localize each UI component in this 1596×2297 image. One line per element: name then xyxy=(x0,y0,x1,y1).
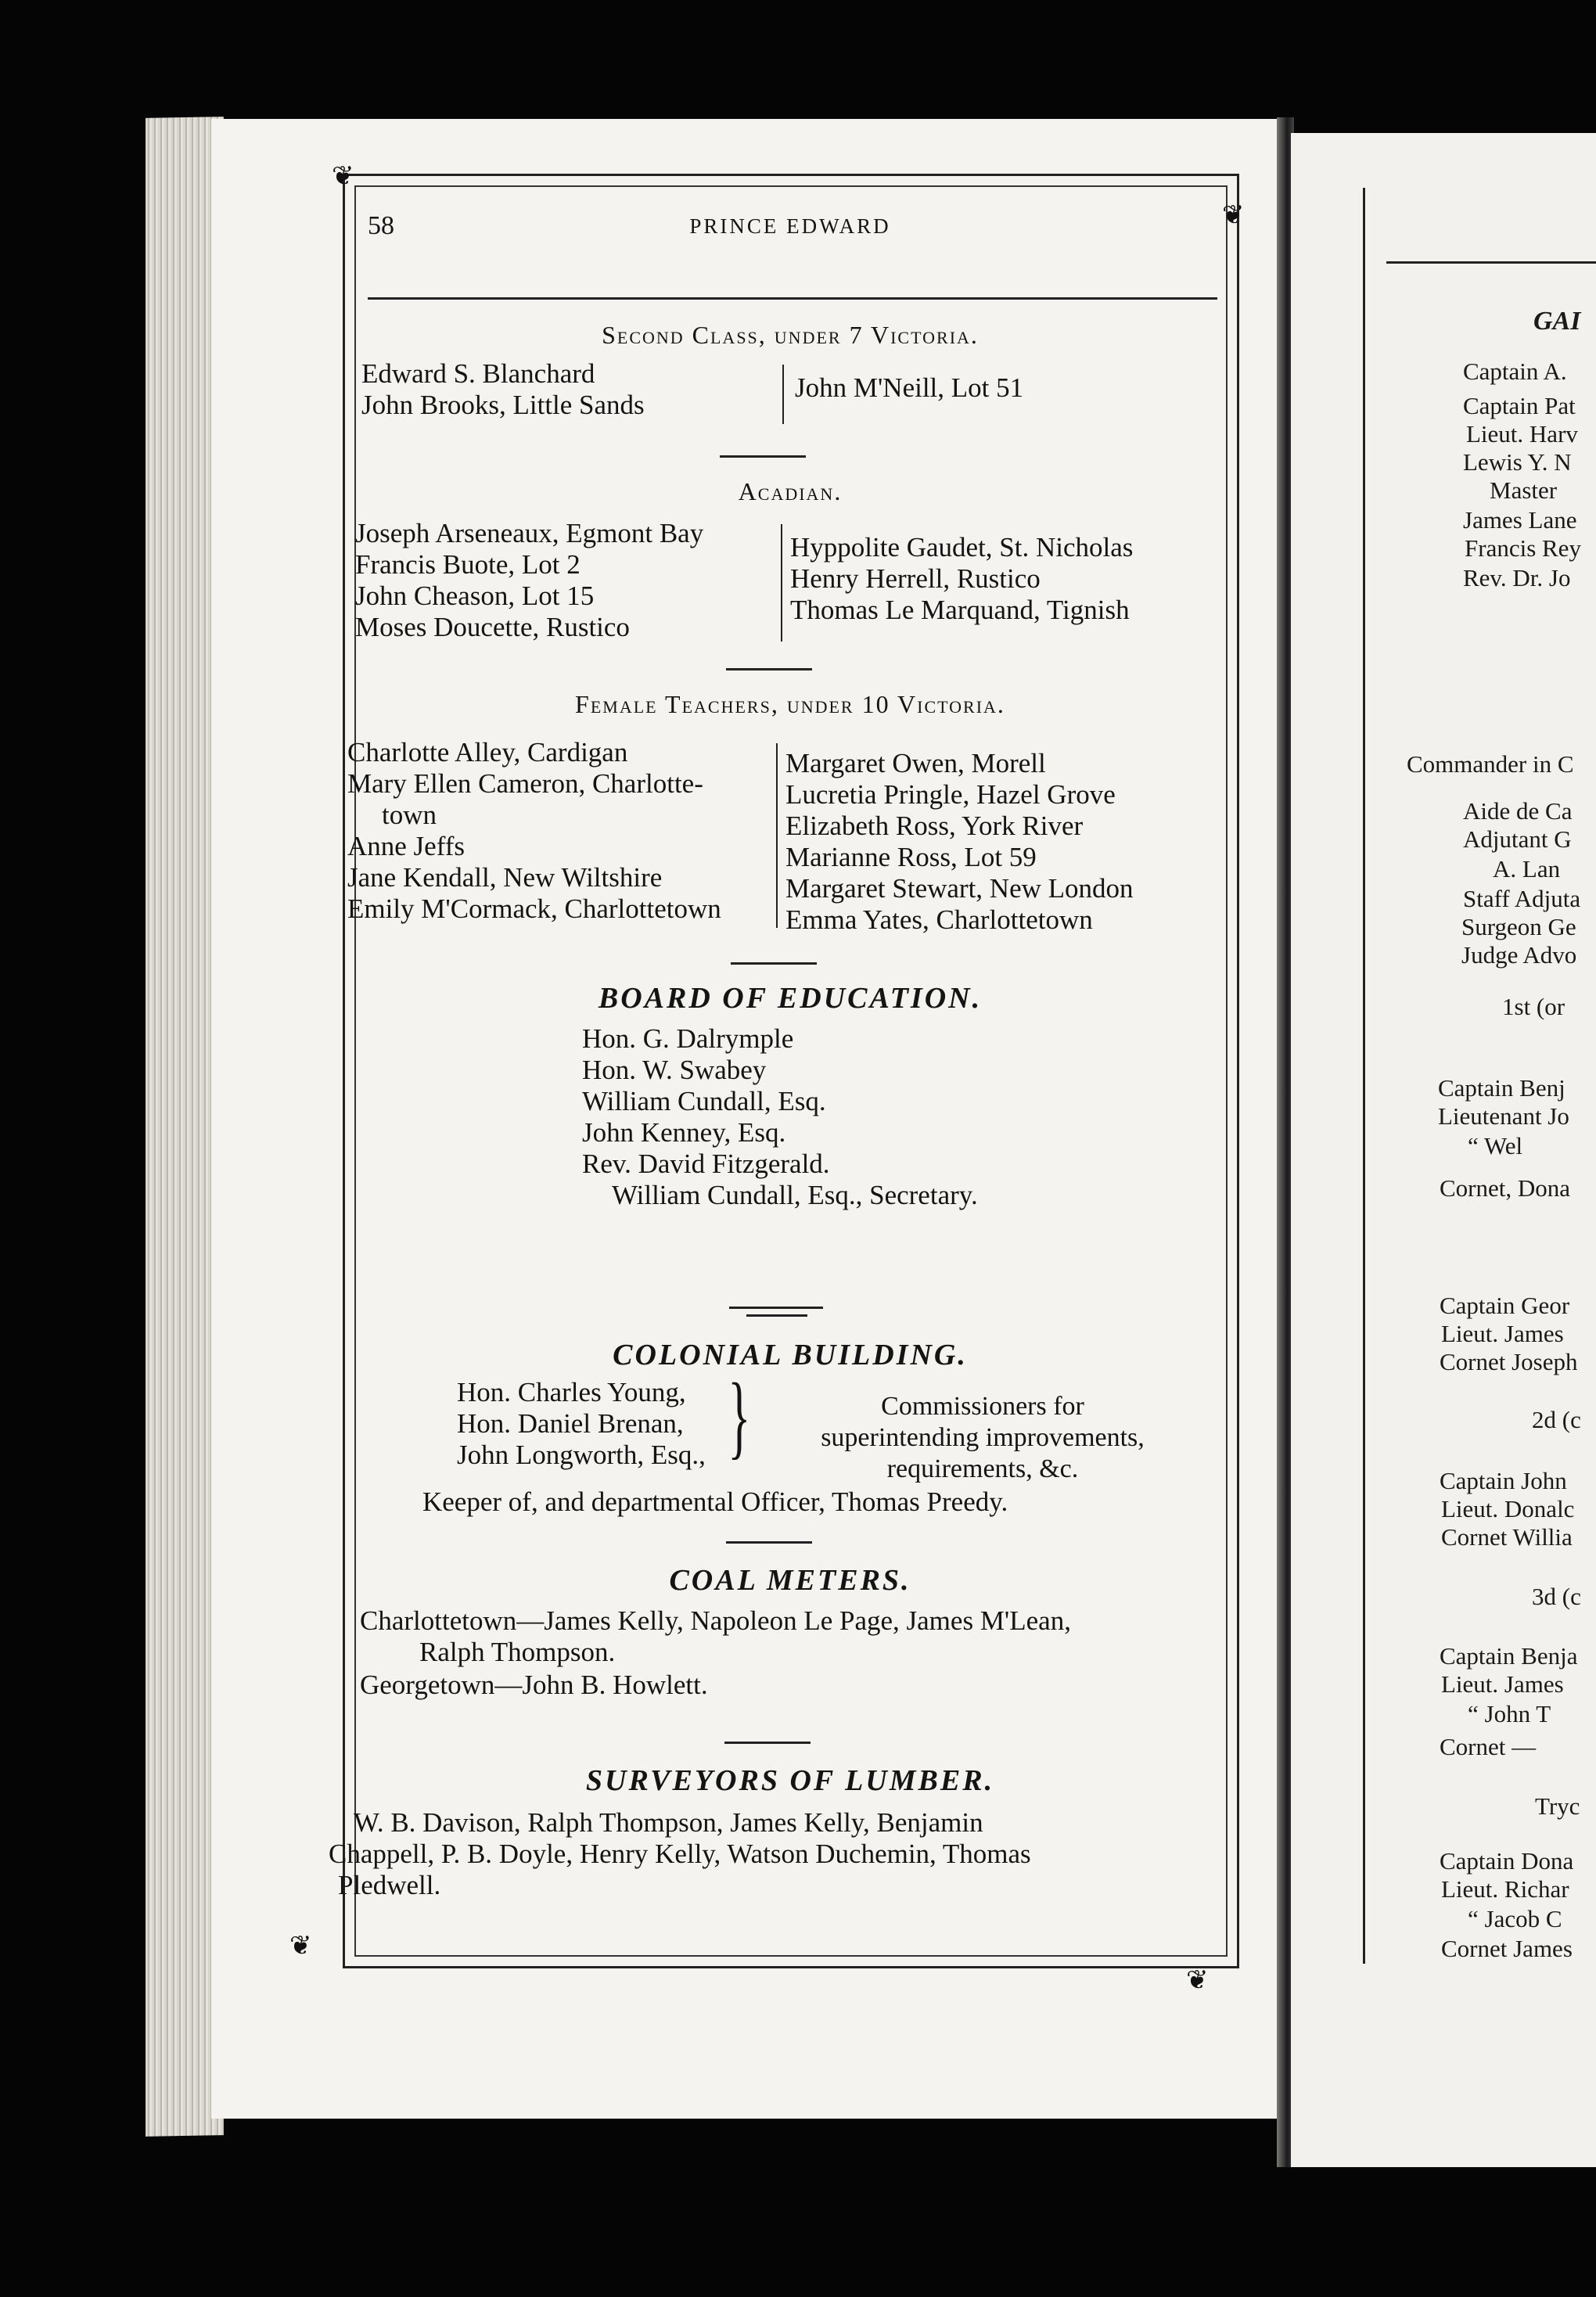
list-item: Lucretia Pringle, Hazel Grove xyxy=(785,779,1116,810)
facing-page-line: Master xyxy=(1490,476,1558,504)
list-item: Hon. Daniel Brenan, xyxy=(457,1408,684,1439)
female-teachers-right-column xyxy=(785,748,1134,936)
list-item: Margaret Owen, Morell xyxy=(785,748,1046,778)
facing-page-line: Lieut. Donalc xyxy=(1441,1495,1575,1522)
list-item: Moses Doucette, Rustico xyxy=(355,612,630,642)
facing-page-line: James Lane xyxy=(1463,506,1577,534)
section-title-board-of-education: BOARD OF EDUCATION. xyxy=(598,982,983,1015)
list-item: Margaret Stewart, New London xyxy=(785,873,1134,904)
facing-page-line: Lieutenant Jo xyxy=(1438,1102,1569,1130)
coal-meters-line: Georgetown—John B. Howlett. xyxy=(360,1670,708,1700)
page-number: 58 xyxy=(368,211,394,240)
facing-page-line: Surgeon Ge xyxy=(1461,913,1576,940)
list-item: John Longworth, Esq., xyxy=(457,1440,706,1470)
section-divider xyxy=(720,455,806,458)
brace-icon: } xyxy=(728,1364,751,1468)
facing-page-line: Cornet Joseph xyxy=(1440,1348,1578,1375)
facing-page-line: 2d (c xyxy=(1532,1406,1581,1433)
list-item: Hon. Charles Young, xyxy=(457,1377,686,1407)
header-rule xyxy=(368,297,1217,300)
colonial-building-members xyxy=(457,1377,706,1471)
facing-page-line: “ Jacob C xyxy=(1468,1905,1562,1932)
list-item: Emily M'Cormack, Charlottetown xyxy=(347,893,721,924)
surveyors-line: Chappell, P. B. Doyle, Henry Kelly, Watson Duchemin, Thomas xyxy=(329,1839,1031,1869)
facing-page-line: Francis Rey xyxy=(1465,534,1581,562)
list-item: Hyppolite Gaudet, St. Nicholas xyxy=(790,532,1134,563)
facing-page-border xyxy=(1363,188,1365,1964)
facing-page-line: A. Lan xyxy=(1493,855,1561,882)
facing-page-line: Lieut. James xyxy=(1441,1670,1564,1698)
section-title-colonial-building: COLONIAL BUILDING. xyxy=(613,1339,968,1371)
section-divider xyxy=(731,962,817,965)
facing-page-line: Captain A. xyxy=(1463,358,1567,385)
facing-page-line: Captain Pat xyxy=(1463,392,1576,419)
female-teachers-left-column xyxy=(347,737,721,925)
commissioners-note xyxy=(779,1391,1186,1485)
list-item: Edward S. Blanchard xyxy=(361,358,595,389)
list-item: Rev. David Fitzgerald. xyxy=(582,1148,830,1179)
section-divider xyxy=(746,1314,807,1317)
facing-page-line: Lieut. Harv xyxy=(1466,420,1578,448)
section-title-female-teachers: Female Teachers, under 10 Victoria. xyxy=(575,690,1005,718)
facing-page-line: Adjutant G xyxy=(1463,825,1572,853)
facing-page-line: Tryc xyxy=(1535,1792,1580,1820)
section-divider xyxy=(729,1307,823,1309)
facing-page-rule xyxy=(1386,261,1596,264)
corner-ornament-icon: ❦ xyxy=(289,1930,312,1961)
list-item: John Cheason, Lot 15 xyxy=(355,581,595,611)
facing-page-line: Cornet, Dona xyxy=(1440,1174,1571,1202)
list-item: Joseph Arseneaux, Egmont Bay xyxy=(355,518,704,548)
facing-page-line: Captain Geor xyxy=(1440,1292,1570,1319)
facing-page-line: Lieut. Richar xyxy=(1441,1875,1569,1903)
section-title-acadian: Acadian. xyxy=(738,477,843,505)
corner-ornament-icon: ❦ xyxy=(1186,1964,1209,1996)
section-title-coal-meters: COAL METERS. xyxy=(669,1564,911,1597)
section-title-second-class: Second Class, under 7 Victoria. xyxy=(602,321,979,349)
board-of-education-members xyxy=(582,1023,978,1211)
list-item: Hon. G. Dalrymple xyxy=(582,1023,794,1054)
section-divider xyxy=(726,1541,812,1544)
section-divider xyxy=(724,1742,811,1744)
coal-meters-line: Charlottetown—James Kelly, Napoleon Le Page, James M'Lean, xyxy=(360,1605,1071,1636)
facing-page-line: Aide de Ca xyxy=(1463,797,1573,825)
list-item: Francis Buote, Lot 2 xyxy=(355,549,581,580)
facing-page-line: Captain Benja xyxy=(1440,1642,1578,1670)
coal-meters-line: Ralph Thompson. xyxy=(419,1637,616,1667)
facing-page-line: GAI xyxy=(1533,307,1581,336)
list-item: Jane Kendall, New Wiltshire xyxy=(347,862,663,893)
list-item: John Kenney, Esq. xyxy=(582,1117,786,1148)
list-item: Emma Yates, Charlottetown xyxy=(785,904,1093,935)
section-title-surveyors-of-lumber: SURVEYORS OF LUMBER. xyxy=(585,1764,995,1797)
section-divider xyxy=(726,668,812,670)
list-item: John Brooks, Little Sands xyxy=(361,390,645,420)
column-divider xyxy=(782,365,784,424)
running-head: PRINCE EDWARD xyxy=(689,214,891,238)
facing-page-line: “ John T xyxy=(1468,1700,1551,1727)
list-item: Charlotte Alley, Cardigan xyxy=(347,737,628,767)
facing-page-line: Lewis Y. N xyxy=(1463,448,1572,476)
list-item: Henry Herrell, Rustico xyxy=(790,563,1041,594)
acadian-left-column xyxy=(355,518,703,643)
facing-page-line: Cornet Willia xyxy=(1441,1523,1573,1551)
list-item: Mary Ellen Cameron, Charlotte- xyxy=(347,768,703,799)
list-item: John M'Neill, Lot 51 xyxy=(795,372,1024,403)
column-divider xyxy=(776,743,778,928)
second-class-left-column xyxy=(361,358,645,421)
list-item: town xyxy=(382,800,437,830)
facing-page-line: 3d (c xyxy=(1532,1583,1581,1610)
note-line: superintending improvements, xyxy=(821,1423,1145,1452)
facing-page-line: Lieut. James xyxy=(1441,1320,1564,1347)
facing-page-line: Staff Adjuta xyxy=(1463,885,1581,912)
facing-page-line: Captain Benj xyxy=(1438,1074,1565,1102)
list-item: Elizabeth Ross, York River xyxy=(785,811,1084,841)
keeper-line: Keeper of, and departmental Officer, Thomas Preedy. xyxy=(422,1486,1008,1517)
list-item: William Cundall, Esq. xyxy=(582,1086,826,1116)
note-line: Commissioners for xyxy=(881,1392,1084,1421)
note-line: requirements, &c. xyxy=(886,1454,1079,1483)
corner-ornament-icon: ❦ xyxy=(332,160,354,192)
surveyors-line: W. B. Davison, Ralph Thompson, James Kelly, Benjamin xyxy=(354,1807,983,1838)
list-item: Thomas Le Marquand, Tignish xyxy=(790,595,1130,625)
facing-page-line: Captain John xyxy=(1440,1467,1567,1494)
facing-page-line: Rev. Dr. Jo xyxy=(1463,564,1571,591)
corner-ornament-icon: ❦ xyxy=(1222,200,1245,231)
facing-page-line: “ Wel xyxy=(1468,1132,1523,1159)
facing-page-line: Cornet — xyxy=(1440,1733,1537,1760)
facing-page-line: Captain Dona xyxy=(1440,1847,1574,1875)
facing-page-line: 1st (or xyxy=(1502,993,1565,1020)
list-item: Hon. W. Swabey xyxy=(582,1055,767,1085)
secretary-line: William Cundall, Esq., Secretary. xyxy=(612,1180,978,1210)
facing-page-line: Judge Advo xyxy=(1461,941,1577,969)
facing-page-line: Commander in C xyxy=(1407,750,1574,778)
facing-page-line: Cornet James xyxy=(1441,1935,1573,1962)
surveyors-line: Pledwell. xyxy=(338,1870,441,1900)
list-item: Anne Jeffs xyxy=(347,831,466,861)
column-divider xyxy=(781,524,782,642)
list-item: Marianne Ross, Lot 59 xyxy=(785,842,1037,872)
acadian-right-column xyxy=(790,532,1133,626)
second-class-right-column xyxy=(795,372,1023,404)
